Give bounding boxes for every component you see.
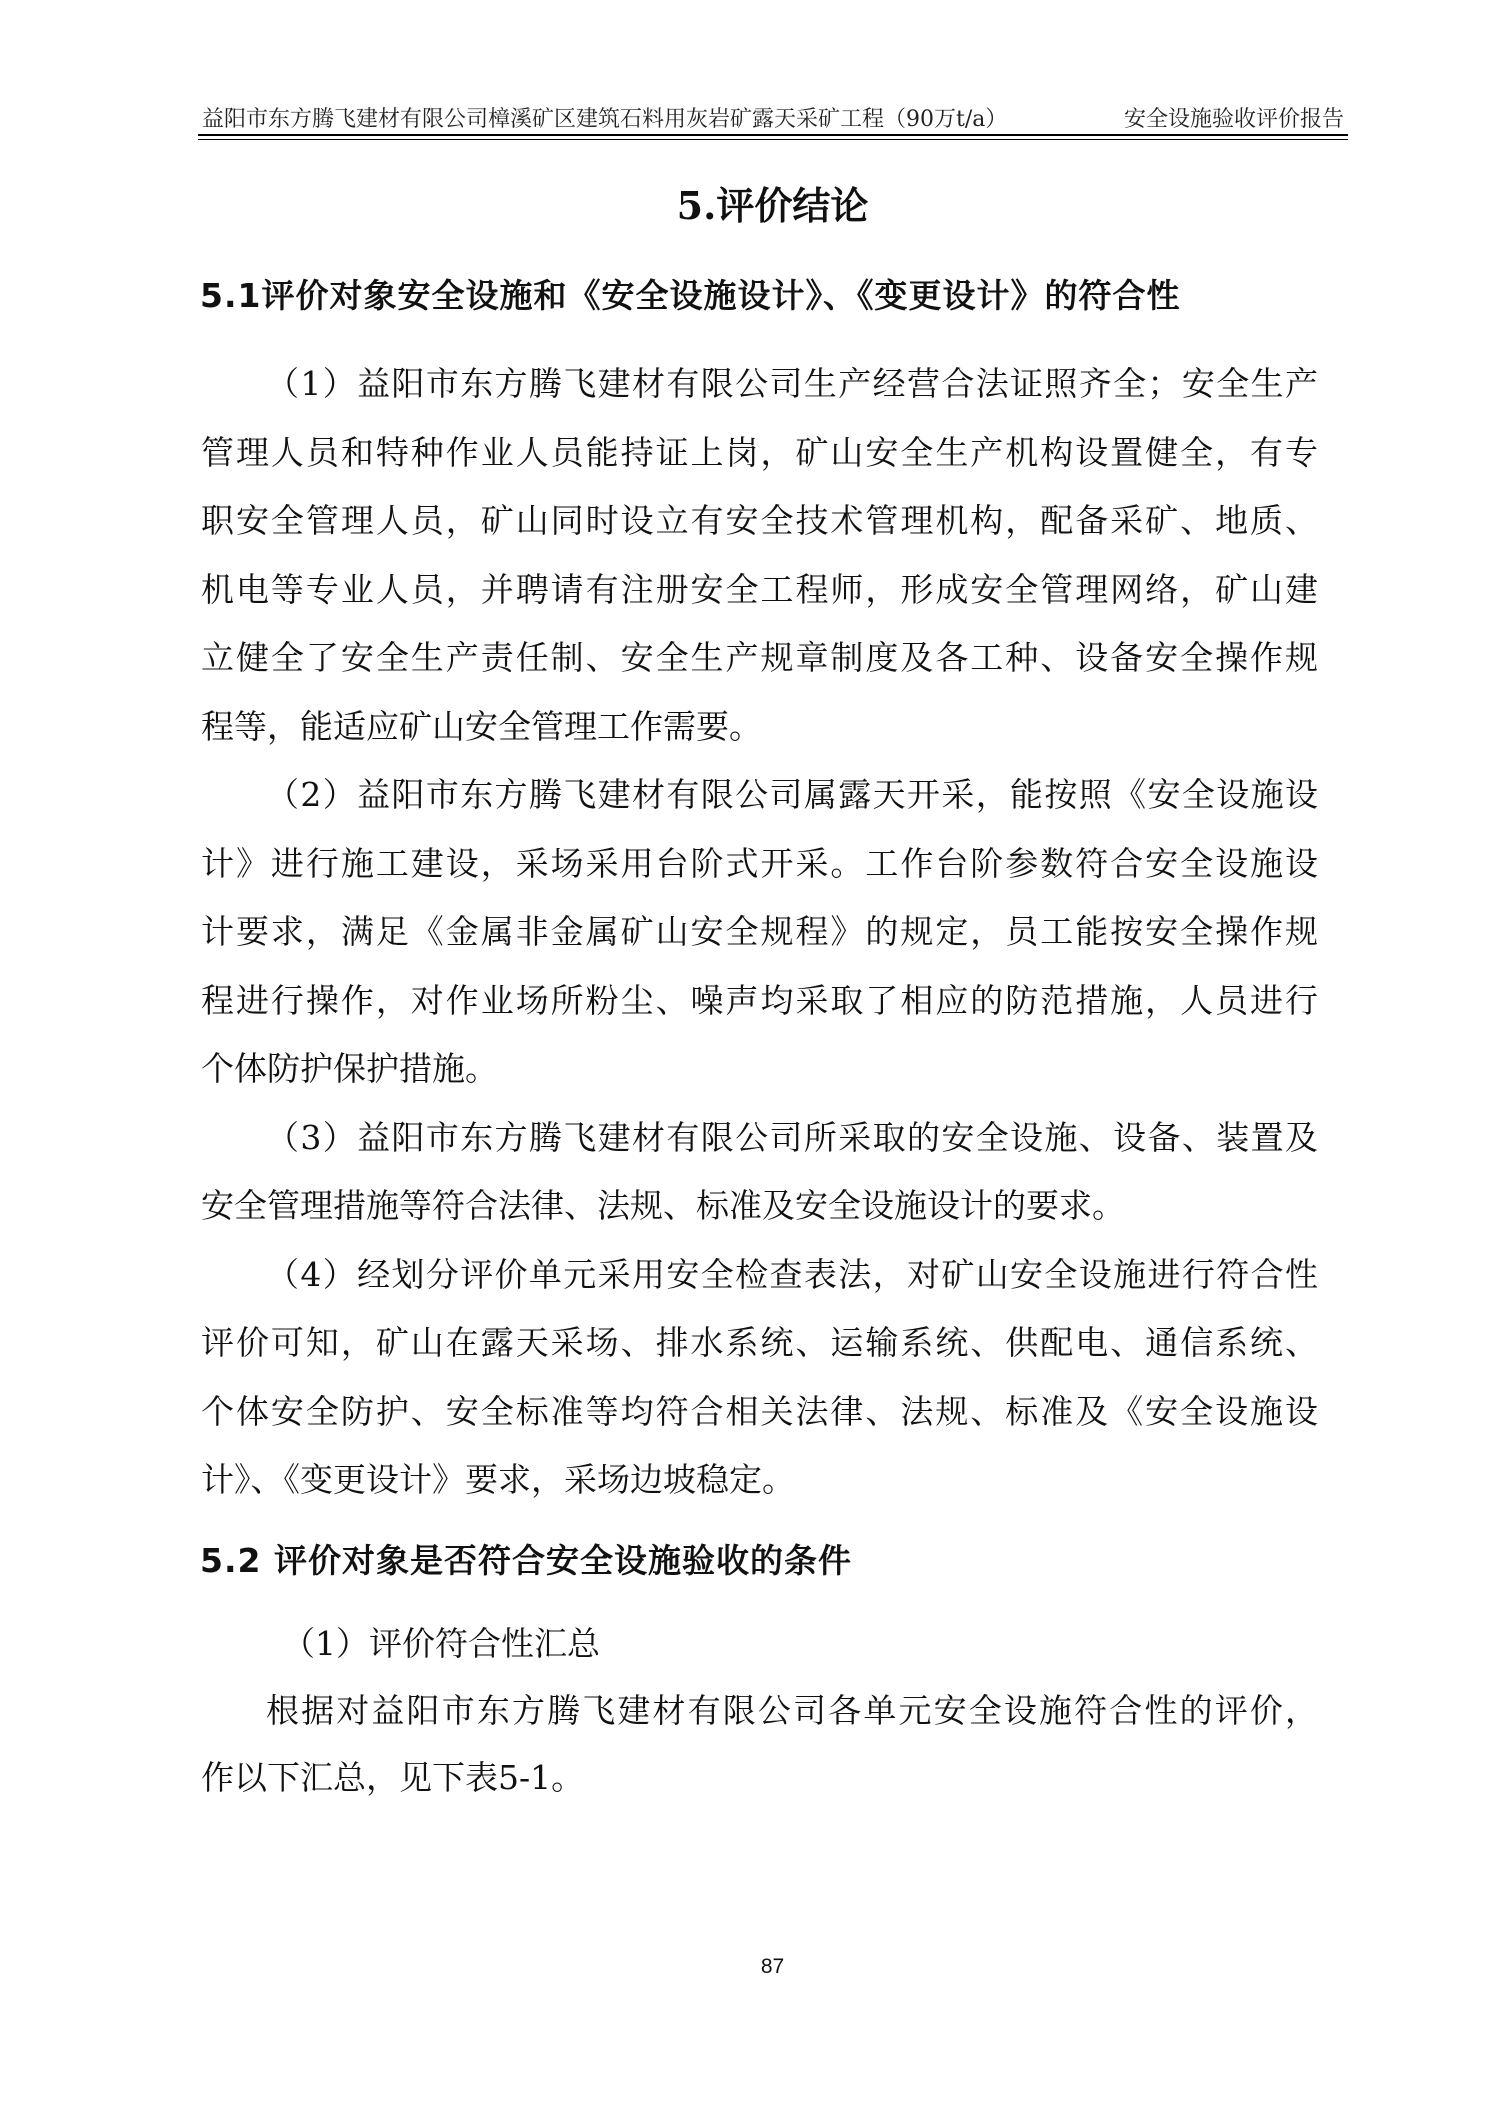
header-rule	[198, 134, 1348, 136]
paragraph-line: （1）评价符合性汇总	[282, 1624, 600, 1663]
paragraph-line: （3）益阳市东方腾飞建材有限公司所采取的安全设施、设备、装置及	[266, 1117, 1318, 1157]
page-number: 87	[760, 1955, 785, 1978]
paragraph-line: 管理人员和特种作业人员能持证上岗，矿山安全生产机构设置健全，有专	[201, 432, 1318, 472]
paragraph-line: 根据对益阳市东方腾飞建材有限公司各单元安全设施符合性的评价，	[266, 1691, 1318, 1730]
header-project-title: 益阳市东方腾飞建材有限公司樟溪矿区建筑石料用灰岩矿露天采矿工程（90万t/a）	[202, 107, 1008, 132]
header-rule-thin	[198, 139, 1348, 140]
paragraph-line: 立健全了安全生产责任制、安全生产规章制度及各工种、设备安全操作规	[201, 638, 1318, 677]
paragraph-line: 程等，能适应矿山安全管理工作需要。	[201, 706, 762, 746]
paragraph-line: 评价可知，矿山在露天采场、排水系统、运输系统、供配电、通信系统、	[201, 1323, 1318, 1362]
paragraph-line: 安全管理措施等符合法律、法规、标准及安全设施设计的要求。	[201, 1186, 1125, 1225]
section-5-2-heading: 5.2 评价对象是否符合安全设施验收的条件	[200, 1541, 852, 1580]
paragraph-line: （4）经划分评价单元采用安全检查表法，对矿山安全设施进行符合性	[266, 1254, 1318, 1294]
paragraph-line: 计》进行施工建设，采场采用台阶式开采。工作台阶参数符合安全设施设	[201, 843, 1318, 883]
chapter-title: 5.评价结论	[676, 183, 869, 228]
paragraph-line: 职安全管理人员，矿山同时设立有安全技术管理机构，配备采矿、地质、	[201, 501, 1318, 540]
paragraph-line: 作以下汇总，见下表5-1。	[201, 1758, 585, 1797]
paragraph-line: 计要求，满足《金属非金属矿山安全规程》的规定，员工能按安全操作规	[201, 912, 1318, 951]
paragraph-line: 程进行操作，对作业场所粉尘、噪声均采取了相应的防范措施，人员进行	[201, 980, 1318, 1020]
page-header	[200, 102, 1346, 132]
paragraph-line: 计》、《变更设计》要求，采场边坡稳定。	[201, 1460, 795, 1499]
section-5-1-heading: 5.1评价对象安全设施和《安全设施设计》、《变更设计》的符合性	[200, 276, 1181, 315]
header-report-title: 安全设施验收评价报告	[1123, 107, 1344, 132]
paragraph-line: 个体防护保护措施。	[201, 1049, 498, 1088]
paragraph-line: （1）益阳市东方腾飞建材有限公司生产经营合法证照齐全；安全生产	[266, 364, 1318, 403]
paragraph-line: 个体安全防护、安全标准等均符合相关法律、法规、标准及《安全设施设	[201, 1391, 1318, 1431]
paragraph-line: 机电等专业人员，并聘请有注册安全工程师，形成安全管理网络，矿山建	[201, 569, 1318, 609]
paragraph-line: （2）益阳市东方腾飞建材有限公司属露天开采，能按照《安全设施设	[266, 775, 1318, 814]
